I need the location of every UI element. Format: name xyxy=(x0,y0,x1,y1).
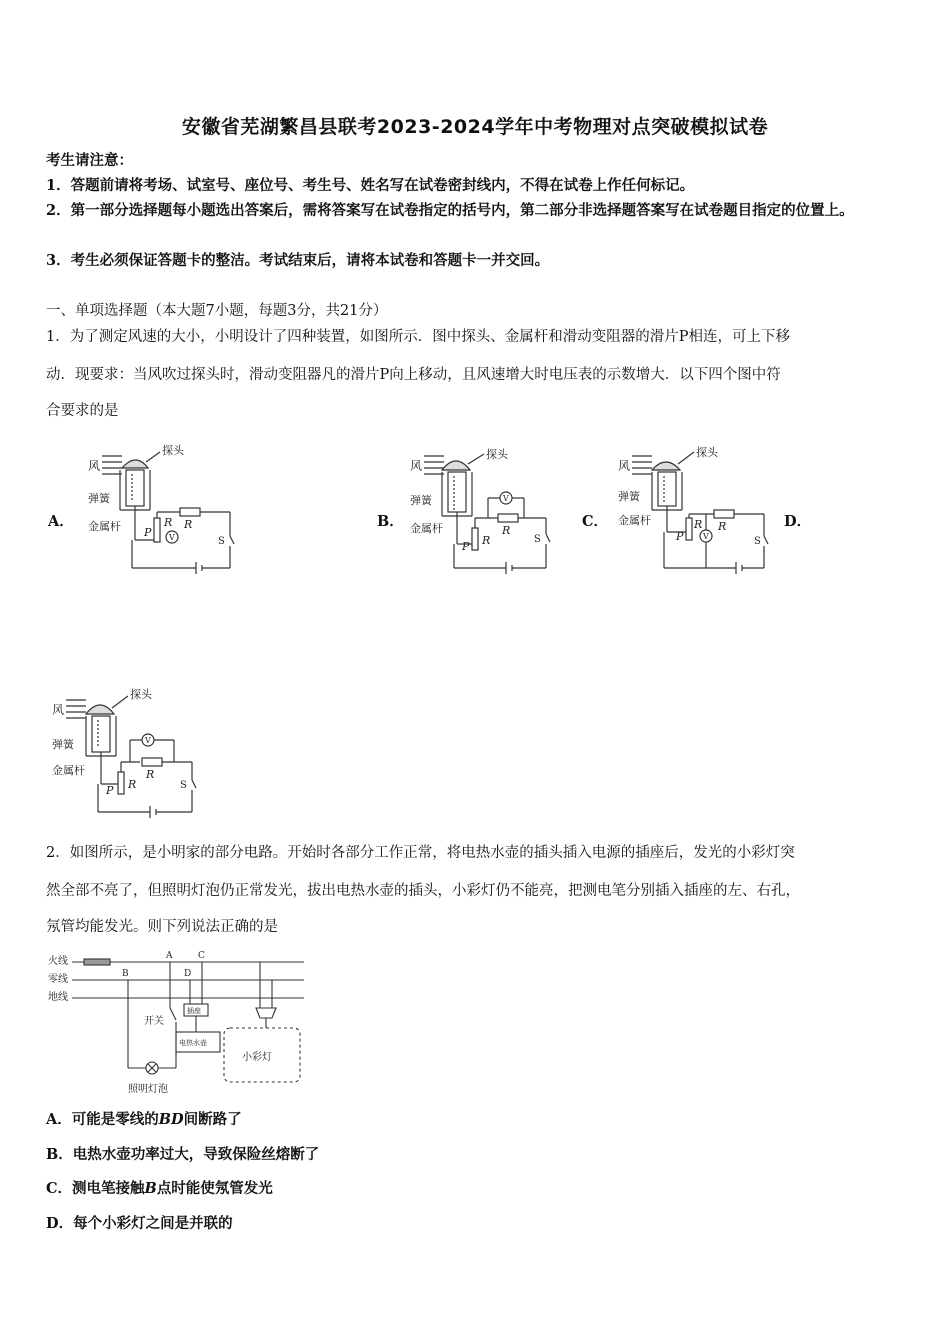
p-label: P xyxy=(106,784,114,797)
spring-label: 弹簧 xyxy=(410,494,432,507)
ground-wire-label: 地线 xyxy=(48,992,68,1003)
point-b-label: B xyxy=(122,969,129,979)
notice-item-1: 1．答题前请将考场、试室号、座位号、考生号、姓名写在试卷密封线内，不得在试卷上作任何标记。 xyxy=(46,177,695,194)
rod-label: 金属杆 xyxy=(88,520,121,533)
q2-line-1: 2．如图所示，是小明家的部分电路。开始时各部分工作正常，将电热水壶的插头插入电源的插座后，发光的小彩灯突 xyxy=(46,845,795,861)
point-c-label: C xyxy=(198,951,205,961)
p-label: P xyxy=(462,540,470,553)
p-label: P xyxy=(676,530,684,543)
r2-label: R xyxy=(128,778,137,791)
q2-answer-b: B．电热水壶功率过大，导致保险丝熔断了 xyxy=(46,1146,320,1163)
rod-label: 金属杆 xyxy=(410,522,443,535)
probe-label: 探头 xyxy=(696,446,718,459)
q2-answer-d: D．每个小彩灯之间是并联的 xyxy=(46,1215,233,1232)
spring-label: 弹簧 xyxy=(618,490,640,503)
bulb-label: 照明灯泡 xyxy=(128,1084,168,1095)
q2-line-3: 氖管均能发光。则下列说法正确的是 xyxy=(46,919,278,935)
r2-label: R xyxy=(164,516,173,529)
voltmeter-label: V xyxy=(169,533,175,542)
voltmeter-label: V xyxy=(503,494,509,503)
notice-item-3: 3．考生必须保证答题卡的整洁。考试结束后，请将本试卷和答题卡一并交回。 xyxy=(46,252,550,269)
q2-circuit-figure xyxy=(46,948,308,1096)
wind-label: 风 xyxy=(52,703,65,717)
q1-option-c: C． xyxy=(582,513,609,530)
q2-answer-c: C．测电笔接触B点时能使氖管发光 xyxy=(46,1180,273,1197)
live-wire-label: 火线 xyxy=(48,956,68,967)
r2-label: R xyxy=(482,534,491,547)
section-heading: 一、单项选择题（本大题7小题，每题3分，共21分） xyxy=(46,303,388,319)
switch-label: S xyxy=(218,536,225,547)
probe-label: 探头 xyxy=(162,444,184,457)
q1-line-1: 1．为了测定风速的大小，小明设计了四种装置，如图所示．图中探头、金属杆和滑动变阻器的滑片P相连，可上下移 xyxy=(46,329,790,345)
r1-label: R xyxy=(184,518,193,531)
voltmeter-label: V xyxy=(145,736,151,745)
notice-heading: 考生请注意： xyxy=(46,152,133,169)
voltmeter-label: V xyxy=(703,532,709,541)
r2-label: R xyxy=(694,518,703,531)
probe-label: 探头 xyxy=(130,688,152,701)
q2-line-2: 然全部不亮了，但照明灯泡仍正常发光，拔出电热水壶的插头，小彩灯仍不能亮，把测电笔分别插入插座的左、右孔， xyxy=(46,883,800,899)
socket-label: 插座 xyxy=(187,1007,201,1015)
q1-option-b: B． xyxy=(377,513,404,530)
point-a-label: A xyxy=(166,951,173,961)
spring-label: 弹簧 xyxy=(52,738,74,751)
point-d-label: D xyxy=(184,969,192,979)
q2-answer-a: A．可能是零线的BD间断路了 xyxy=(46,1111,242,1128)
q1-option-a: A． xyxy=(48,513,74,530)
neutral-wire-label: 零线 xyxy=(48,974,68,985)
q1-figure-b xyxy=(406,440,566,575)
kettle-label: 电热水壶 xyxy=(179,1039,207,1047)
wind-label: 风 xyxy=(618,459,631,473)
p-label: P xyxy=(144,526,152,539)
wind-label: 风 xyxy=(410,459,423,473)
r1-label: R xyxy=(502,524,511,537)
page-title: 安徽省芜湖繁昌县联考2023-2024学年中考物理对点突破模拟试卷 xyxy=(181,116,769,138)
q1-option-d: D． xyxy=(784,513,812,530)
rod-label: 金属杆 xyxy=(618,514,651,527)
q1-figure-d xyxy=(46,684,206,819)
r1-label: R xyxy=(718,520,727,533)
wind-label: 风 xyxy=(88,459,101,473)
switch-label: S xyxy=(534,534,541,545)
switch-label: S xyxy=(754,536,761,547)
lights-label: 小彩灯 xyxy=(242,1052,272,1063)
q1-figure-c xyxy=(614,440,779,575)
switch-label-2: 开关 xyxy=(144,1016,164,1027)
notice-item-2: 2．第一部分选择题每小题选出答案后，需将答案写在试卷指定的括号内，第二部分非选择题答案写在试卷题目指定的位置上。 xyxy=(46,202,854,219)
probe-label: 探头 xyxy=(486,448,508,461)
q1-line-2: 动．现要求：当风吹过探头时，滑动变阻器凡的滑片P向上移动，且风速增大时电压表的示数增大．以下四个图中符 xyxy=(46,367,781,383)
spring-label: 弹簧 xyxy=(88,492,110,505)
q1-figure-a xyxy=(84,440,244,575)
rod-label: 金属杆 xyxy=(52,764,85,777)
switch-label: S xyxy=(180,780,187,791)
r1-label: R xyxy=(146,768,155,781)
q1-line-3: 合要求的是 xyxy=(46,403,119,419)
